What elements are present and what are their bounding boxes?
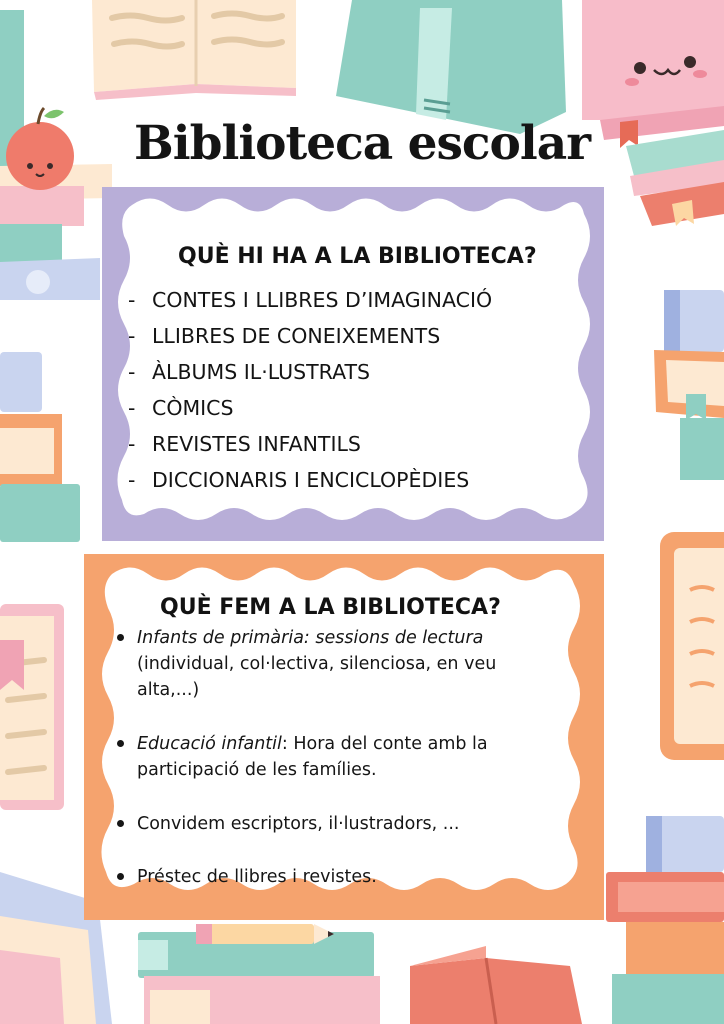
notebook-icon [0, 604, 64, 810]
list-item [128, 354, 492, 390]
bullet-dot [117, 740, 124, 747]
list-item [128, 318, 492, 354]
library-activities-title: QUÈ FEM A LA BIBLIOTECA? [160, 595, 501, 620]
item-text: (individual, col·lectiva, silenciosa, en veu alta,...) [137, 654, 497, 700]
bullet-dot [117, 820, 124, 827]
list-item [128, 282, 492, 318]
list-item [112, 731, 552, 783]
library-contents-list [128, 282, 492, 498]
list-item-label: ÀLBUMS IL·LUSTRATS [152, 360, 371, 384]
list-dash: - [128, 468, 136, 492]
bullet-dot [117, 634, 124, 641]
open-book-icon [92, 0, 296, 100]
bottom-right-book-stack-icon [606, 816, 724, 1024]
list-dash: - [128, 324, 136, 348]
list-item-label: CÒMICS [152, 396, 234, 420]
item-italic: Infants de primària: sessions de lectura [137, 628, 484, 648]
library-activities-list [112, 625, 552, 890]
list-item [128, 390, 492, 426]
bottom-book-stack-icon [138, 932, 380, 1024]
list-item [112, 811, 552, 837]
item-text: Convidem escriptors, il·lustradors, ... [137, 814, 460, 834]
list-item-label: DICCIONARIS I ENCICLOPÈDIES [152, 468, 470, 492]
library-contents-title: QUÈ HI HA A LA BIBLIOTECA? [178, 244, 537, 269]
right-book-stack-icon [654, 290, 724, 480]
tablet-icon [660, 532, 724, 760]
list-dash: - [128, 288, 136, 312]
teal-book-icon [336, 0, 566, 134]
list-item-label: REVISTES INFANTILS [152, 432, 361, 456]
bullet-dot [117, 873, 124, 880]
list-item [128, 426, 492, 462]
item-text: Préstec de llibres i revistes. [137, 867, 377, 887]
list-dash: - [128, 432, 136, 456]
page-title: Biblioteca escolar [134, 116, 590, 171]
list-dash: - [128, 396, 136, 420]
left-mid-book-stack-icon [0, 352, 80, 542]
item-text: : Hora del conte amb la participació de les famílies. [137, 734, 488, 780]
item-italic: Educació infantil [137, 734, 282, 754]
list-item [128, 462, 492, 498]
pencil-icon [196, 924, 334, 944]
list-dash: - [128, 360, 136, 384]
bottom-open-book-icon [410, 946, 582, 1024]
list-item [112, 864, 552, 890]
list-item [112, 625, 552, 703]
list-item-label: CONTES I LLIBRES D’IMAGINACIÓ [152, 288, 493, 312]
list-item-label: LLIBRES DE CONEIXEMENTS [152, 324, 441, 348]
